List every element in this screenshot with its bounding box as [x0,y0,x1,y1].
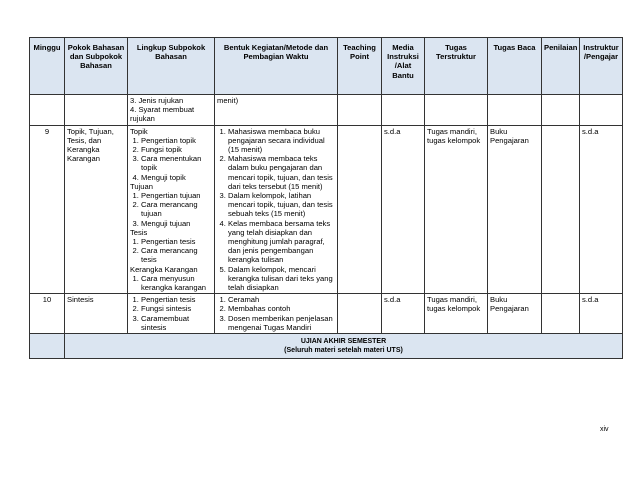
rps-table [29,37,623,359]
cont-lingkup-item: 4. Syarat membuat rujukan [130,105,195,124]
lingkup-item: 3. Cara menentukan topik [141,154,212,172]
cont-kegiatan-cell: menit) [215,95,338,126]
kegiatan-item: 1. Ceramah [228,295,335,304]
lingkup-item: 4. Menguji topik [141,173,212,182]
kegiatan-item: 3. Dalam kelompok, latihan mencari topik, tujuan, dan tesis sebuah teks (15 menit) [228,191,335,219]
header-pokok-bahasan: Pokok Bahasan dan Subpokok Bahasan [65,38,128,95]
lingkup-item: 1. Pengertian topik [141,136,212,145]
instruktur-cell: s.d.a [580,125,623,294]
lingkup-group-label: Kerangka Karangan [130,264,198,274]
header-lingkup: Lingkup Subpokok Bahasan [128,38,215,95]
header-penilaian: Penilaian [542,38,580,95]
header-teaching-point: Teaching Point [338,38,382,95]
pokok-bahasan-cell: Topik, Tujuan, Tesis, dan Kerangka Karangan [65,125,128,294]
lingkup-group-label: Tujuan [130,181,153,191]
lingkup-item: 1. Pengertian tesis [141,295,212,304]
lingkup-item: 2. Cara merancang tesis [141,246,212,264]
header-tugas-baca: Tugas Baca [488,38,542,95]
kegiatan-cell [215,125,338,294]
cont-lingkup-item: 3. Jenis rujukan [130,96,184,105]
header-instruktur: Instruktur /Pengajar [580,38,623,95]
header-media: Media Instruksi /Alat Bantu [382,38,425,95]
header-row [30,38,623,95]
lingkup-group-label: Topik [130,126,148,136]
lingkup-item: 1. Pengertian tujuan [141,191,212,200]
penilaian-cell [542,125,580,294]
kegiatan-item: 2. Mahasiswa membaca teks dalam buku pengajaran dan mencari topik, tujuan, dan tesis dari teks tersebut (15 menit) [228,154,335,191]
lingkup-group-label: Tesis [130,227,148,237]
kegiatan-item: 4. Kelas membaca bersama teks yang telah disiapkan dan menghitung jumlah paragraf, dan jenis pengembangan kerangka tulisan [228,219,335,265]
week-number: 10 [30,294,65,334]
lingkup-item: 2. Fungsi sintesis [141,304,212,313]
teaching-point-cell [338,294,382,334]
lingkup-item: 3. Caramembuat sintesis [141,314,212,332]
media-cell: s.d.a [382,294,425,334]
penilaian-cell [542,294,580,334]
lingkup-item: 2. Cara merancang tujuan [141,200,212,218]
cont-lingkup-cell [128,95,215,126]
page-number: xiv [600,426,609,433]
ujian-title: UJIAN AKHIR SEMESTER [300,338,387,346]
lingkup-item: 1. Cara menyusun kerangka karangan [141,274,212,292]
kegiatan-item: 3. Dosen memberikan penjelasan mengenai Tugas Mandiri [228,314,335,332]
table-row-continuation [30,95,623,126]
table-row-week-9 [30,125,623,294]
tugas-baca-cell: Buku Pengajaran [488,294,542,334]
header-minggu: Minggu [30,38,65,95]
lingkup-cell [128,294,215,334]
header-kegiatan: Bentuk Kegiatan/Metode dan Pembagian Waktu [215,38,338,95]
media-cell: s.d.a [382,125,425,294]
ujian-akhir-row [30,334,623,359]
lingkup-item: 2. Fungsi topik [141,145,212,154]
kegiatan-item: 2. Membahas contoh [228,304,335,313]
lingkup-item: 3. Menguji tujuan [141,219,212,228]
ujian-akhir-cell [65,334,623,359]
tugas-baca-cell: Buku Pengajaran [488,125,542,294]
table-row-week-10 [30,294,623,334]
kegiatan-item: 5. Dalam kelompok, mencari kerangka tulisan dari teks yang telah disiapkan [228,265,335,293]
pokok-bahasan-cell: Sintesis [65,294,128,334]
lingkup-cell [128,125,215,294]
ujian-subtitle: (Seluruh materi setelah materi UTS) [284,347,403,355]
teaching-point-cell [338,125,382,294]
week-number: 9 [30,125,65,294]
kegiatan-cell [215,294,338,334]
kegiatan-item: 1. Mahasiswa membaca buku pengajaran secara individual (15 menit) [228,127,335,155]
tugas-terstruktur-cell: Tugas mandiri, tugas kelompok [425,125,488,294]
lingkup-item: 1. Pengertian tesis [141,237,212,246]
tugas-terstruktur-cell: Tugas mandiri, tugas kelompok [425,294,488,334]
header-tugas-terstruktur: Tugas Terstruktur [425,38,488,95]
instruktur-cell: s.d.a [580,294,623,334]
